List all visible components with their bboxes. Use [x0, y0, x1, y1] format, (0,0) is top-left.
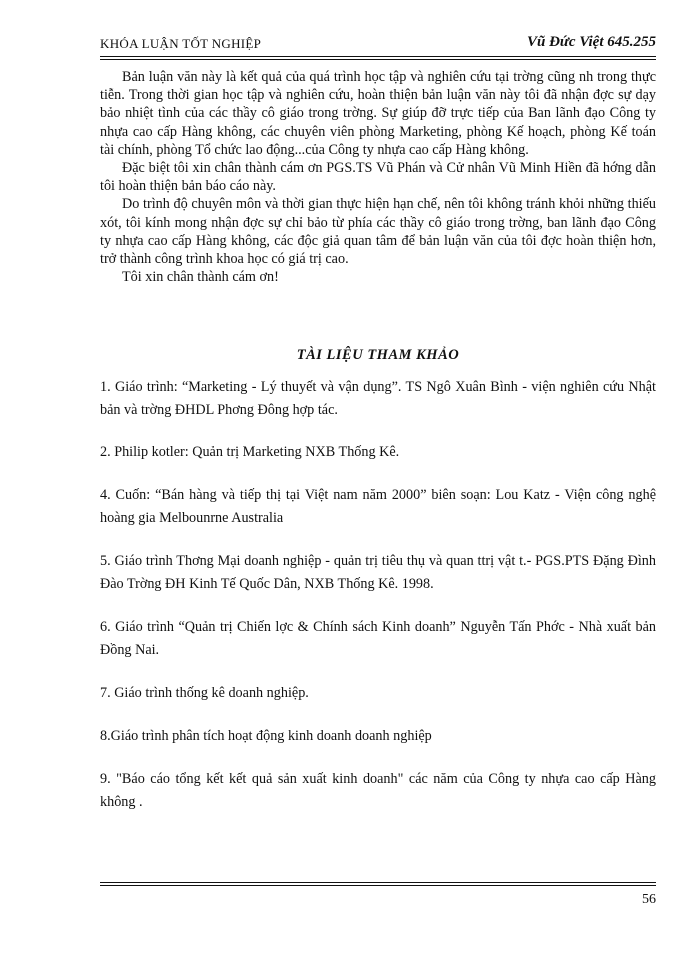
paragraph: Tôi xin chân thành cám ơn!: [122, 269, 279, 286]
reference-item: 9. "Báo cáo tổng kết kết quả sản xuất kinh doanh" các năm của Công ty nhựa cao cấp Hàng không .: [100, 771, 656, 810]
paragraph: Đặc biệt tôi xin chân thành cám ơn PGS.TS Vũ Phán và Cử nhân Vũ Minh Hiền đã hớng dẫn tôi hoàn thiện bản báo cáo này.: [100, 160, 656, 195]
page-number: 56: [642, 892, 656, 907]
footer-rule-double: [100, 885, 656, 886]
paragraph: Do trình độ chuyên môn và thời gian thực hiện hạn chế, nên tôi không tránh khỏi những thiếu xót, tôi kính mong nhận đợc sự chỉ bảo từ phía các thầy cô giáo trong trờng, ban lãnh đạo Công ty nhựa cao cấp Hàng không, các độc giả quan tâm để bản luận văn của tôi đợc hoàn thiện hơn, trở thành công trình khoa học có giá trị cao.: [100, 196, 656, 268]
footer-rule: [100, 882, 656, 883]
reference-item: 2. Philip kotler: Quản trị Marketing NXB Thống Kê.: [100, 444, 400, 460]
reference-item: 8.Giáo trình phân tích hoạt động kinh doanh doanh nghiệp: [100, 728, 432, 744]
acknowledgement-text: [100, 68, 656, 286]
references-title: TÀI LIỆU THAM KHẢO: [296, 347, 460, 363]
header-left-title: KHÓA LUẬN TỐT NGHIỆP: [100, 36, 262, 51]
paragraph: Bản luận văn này là kết quả của quá trình học tập và nghiên cứu tại trờng cũng nh trong thực tiễn. Trong thời gian học tập và nghiên cứu, hoàn thiện bản luận văn này tôi đã nhận đợc sự dạy bảo nhiệt tình của các thầy cô giáo trong trờng. Sự giúp đỡ trực tiếp của Ban lãnh đạo Công ty nhựa cao cấp Hàng không, các chuyên viên phòng Marketing, phòng Kế hoạch, phòng Kế toán tài chính, phòng Tổ chức lao động...của Công ty nhựa cao cấp Hàng không.: [100, 69, 656, 158]
reference-item: 1. Giáo trình: “Marketing - Lý thuyết và vận dụng”. TS Ngô Xuân Bình - viện nghiên cứu Nhật bản và trờng ĐHDL Phơng Đông hợp tác.: [100, 379, 656, 418]
reference-item: 5. Giáo trình Thơng Mại doanh nghiệp - quản trị tiêu thụ và quan ttrị vật t.- PGS.PTS Đặng Đình Đào Trờng ĐH Kinh Tế Quốc Dân, NXB Thống Kê. 1998.: [100, 553, 656, 592]
page-header: [100, 28, 656, 54]
header-author-id: Vũ Đức Việt 645.255: [527, 34, 656, 50]
reference-item: 7. Giáo trình thống kê doanh nghiệp.: [100, 685, 309, 701]
header-rule-double: [100, 59, 656, 60]
reference-item: 6. Giáo trình “Quản trị Chiến lợc & Chính sách Kinh doanh” Nguyễn Tấn Phớc - Nhà xuất bản Đồng Nai.: [100, 619, 656, 658]
references-list: [100, 376, 656, 834]
header-rule: [100, 56, 656, 57]
reference-item: 4. Cuốn: “Bán hàng và tiếp thị tại Việt nam năm 2000” biên soạn: Lou Katz - Viện công nghệ hoàng gia Melbounrne Australia: [100, 487, 656, 526]
